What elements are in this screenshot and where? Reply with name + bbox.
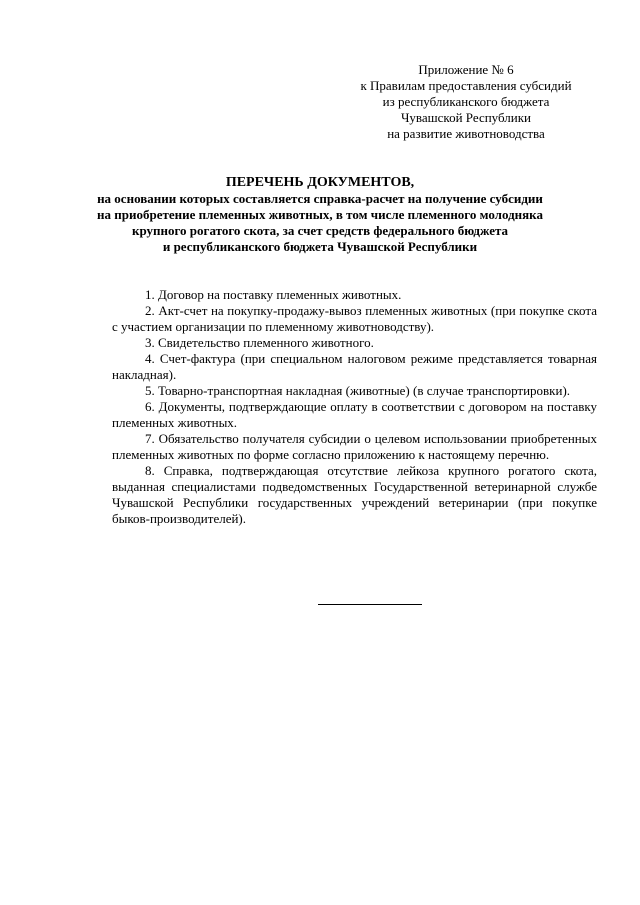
list-item: 7. Обязательство получателя субсидии о целевом использовании приобретенных племенных животных по форме согласно приложению к настоящему перечню. bbox=[112, 431, 597, 462]
appendix-line: из республиканского бюджета bbox=[382, 94, 550, 109]
list-item: 2. Акт-счет на покупку-продажу-вывоз племенных животных (при покупке скота с участием организации по племенному животноводству). bbox=[112, 303, 597, 334]
end-divider-line bbox=[318, 604, 422, 605]
document-title-block bbox=[94, 174, 546, 255]
list-item: 8. Справка, подтверждающая отсутствие лейкоза крупного рогатого скота, выданная специалистами подведомственных Государственной ветеринарной службе Чувашской Республики государственных учреждений ветеринарии (при покупке быков-производителей). bbox=[112, 463, 597, 526]
documents-list bbox=[112, 287, 597, 527]
list-item: 1. Договор на поставку племенных животных. bbox=[145, 287, 402, 302]
document-subtitle-line: и республиканского бюджета Чувашской Республики bbox=[162, 239, 478, 254]
document-title: ПЕРЕЧЕНЬ ДОКУМЕНТОВ, bbox=[225, 175, 415, 190]
document-subtitle-line: на приобретение племенных животных, в том числе племенного молодняка bbox=[97, 207, 543, 222]
appendix-line: на развитие животноводства bbox=[387, 126, 545, 141]
list-item: 5. Товарно-транспортная накладная (животные) (в случае транспортировки). bbox=[145, 383, 571, 398]
document-subtitle-line: на основании которых составляется справка-расчет на получение субсидии bbox=[97, 191, 543, 206]
list-item: 4. Счет-фактура (при специальном налоговом режиме представляется товарная накладная). bbox=[112, 351, 597, 382]
document-subtitle-line: крупного рогатого скота, за счет средств федерального бюджета bbox=[131, 223, 509, 238]
appendix-header bbox=[346, 62, 586, 142]
list-item: 3. Свидетельство племенного животного. bbox=[145, 335, 374, 350]
appendix-line: Приложение № 6 bbox=[418, 62, 514, 77]
appendix-line: Чувашской Республики bbox=[400, 110, 532, 125]
list-item: 6. Документы, подтверждающие оплату в соответствии с договором на поставку племенных животных. bbox=[112, 399, 597, 430]
appendix-line: к Правилам предоставления субсидий bbox=[360, 78, 572, 93]
